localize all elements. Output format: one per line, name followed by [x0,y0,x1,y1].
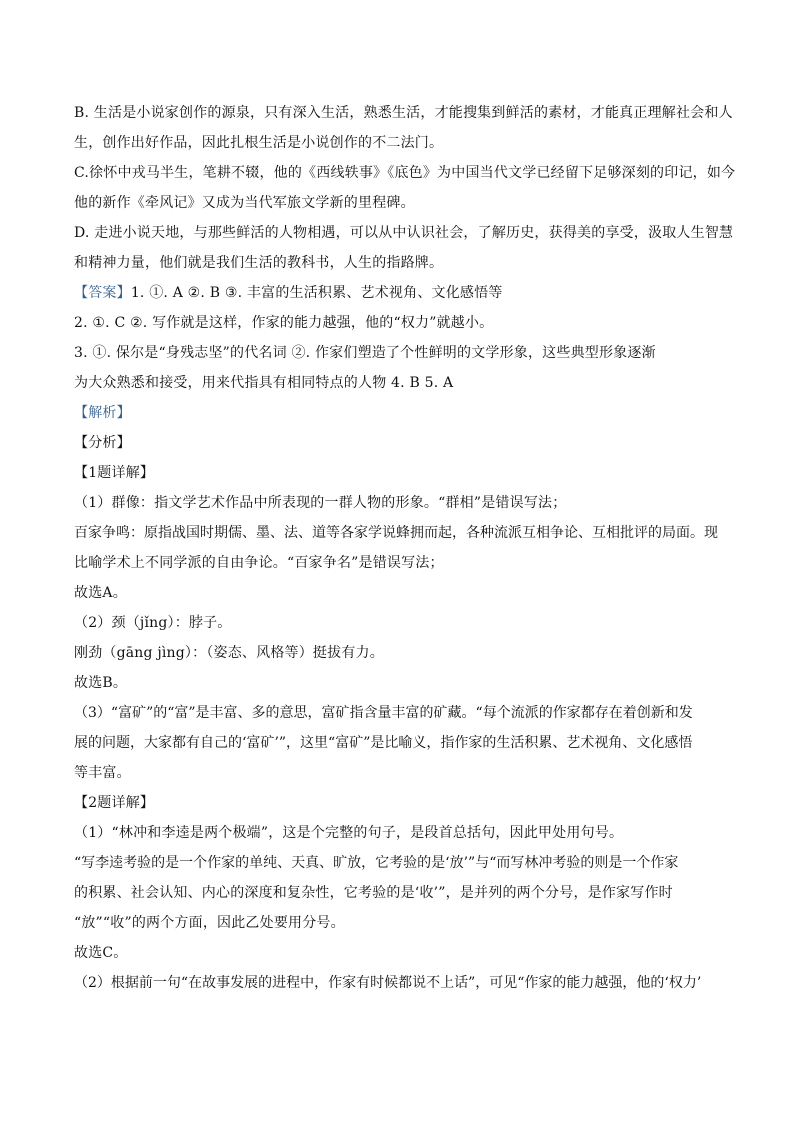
q1-part3-line-3: 等丰富。 [74,765,131,781]
answer-line-4: 为大众熟悉和接受，用来代指具有相同特点的人物 4. B 5. A [74,375,454,391]
document-body [74,98,736,998]
option-c-line-1: C.徐怀中戎马半生，笔耕不辍，他的《西线轶事》《底色》为中国当代文学已经留下足够深刻的印记，如今 [74,165,736,181]
answer-text-1: 1. ①. A ②. B ③. 丰富的生活积累、艺术视角、文化感悟等 [130,285,503,301]
q2-part1-line-1: （1）“林冲和李逵是两个极端”，这是个完整的句子，是段首总括句，因此甲处用句号。 [74,825,624,841]
option-d-line-2: 和精神力量，他们就是我们生活的教科书，人生的指路牌。 [74,255,444,271]
option-c-line-2: 他的新作《牵风记》又成为当代军旅文学新的里程碑。 [74,195,415,211]
option-b-line-1: B. 生活是小说家创作的源泉，只有深入生活，熟悉生活，才能搜集到鲜活的素材，才能真正理解社会和人 [74,105,733,121]
q1-part2-line-1: （2）颈（jǐng）：脖子。 [74,615,232,631]
analysis-subheading: 【分析】 [74,435,131,451]
analysis-tag: 【解析】 [74,405,131,421]
q1-part1-line-1: （1）群像：指文学艺术作品中所表现的一群人物的形象。“群相”是错误写法； [74,495,567,511]
q1-part1-choice: 故选A。 [74,585,127,601]
answer-line-2: 2. ①. C ②. 写作就是这样，作家的能力越强，他的“权力”就越小。 [74,315,494,331]
q2-part1-line-2: “写李逵考验的是一个作家的单纯、天真、旷放，它考验的是‘放’”与“而写林冲考验的则是一个作家 [74,855,679,871]
q1-part1-line-3: 比喻学术上不同学派的自由争论。“百家争名”是错误写法； [74,555,444,571]
q1-detail-heading: 【1题详解】 [74,465,155,481]
q2-part2-line-1: （2）根据前一句“在故事发展的进程中，作家有时候都说不上话”，可见“作家的能力越强，他的‘权力’ [74,975,702,991]
q2-detail-heading: 【2题详解】 [74,795,155,811]
q1-part3-line-1: （3）“富矿”的“富”是丰富、多的意思，富矿指含量丰富的矿藏。“每个流派的作家都存在着创新和发 [74,705,693,721]
answer-line-1 [74,278,724,308]
option-d-line-1: D. 走进小说天地，与那些鲜活的人物相遇，可以从中认识社会，了解历史，获得美的享受，汲取人生智慧 [74,225,734,241]
q1-part2-line-2: 刚劲（gāng jìng）：（姿态、风格等）挺拔有力。 [74,645,384,661]
q1-part1-line-2: 百家争鸣：原指战国时期儒、墨、法、道等各家学说蜂拥而起，各种流派互相争论、互相批评的局面。现 [74,525,718,541]
answer-line-3: 3. ①. 保尔是“身残志坚”的代名词 ②. 作家们塑造了个性鲜明的文学形象，这些典型形象逐渐 [74,345,656,361]
q2-part1-line-3: 的积累、社会认知、内心的深度和复杂性，它考验的是‘收’”，是并列的两个分号，是作家写作时 [74,885,673,901]
q1-part2-choice: 故选B。 [74,675,128,691]
answer-tag: 【答案】 [74,285,131,301]
q2-part1-choice: 故选C。 [74,945,128,961]
q1-part3-line-2: 展的问题，大家都有自己的‘富矿’”，这里“富矿”是比喻义，指作家的生活积累、艺术视角、文化感悟 [74,735,693,751]
q2-part1-line-4: “放”“收”的两个方面，因此乙处要用分号。 [74,915,345,931]
option-b-line-2: 生，创作出好作品，因此扎根生活是小说创作的不二法门。 [74,135,444,151]
analysis-heading [74,398,724,428]
